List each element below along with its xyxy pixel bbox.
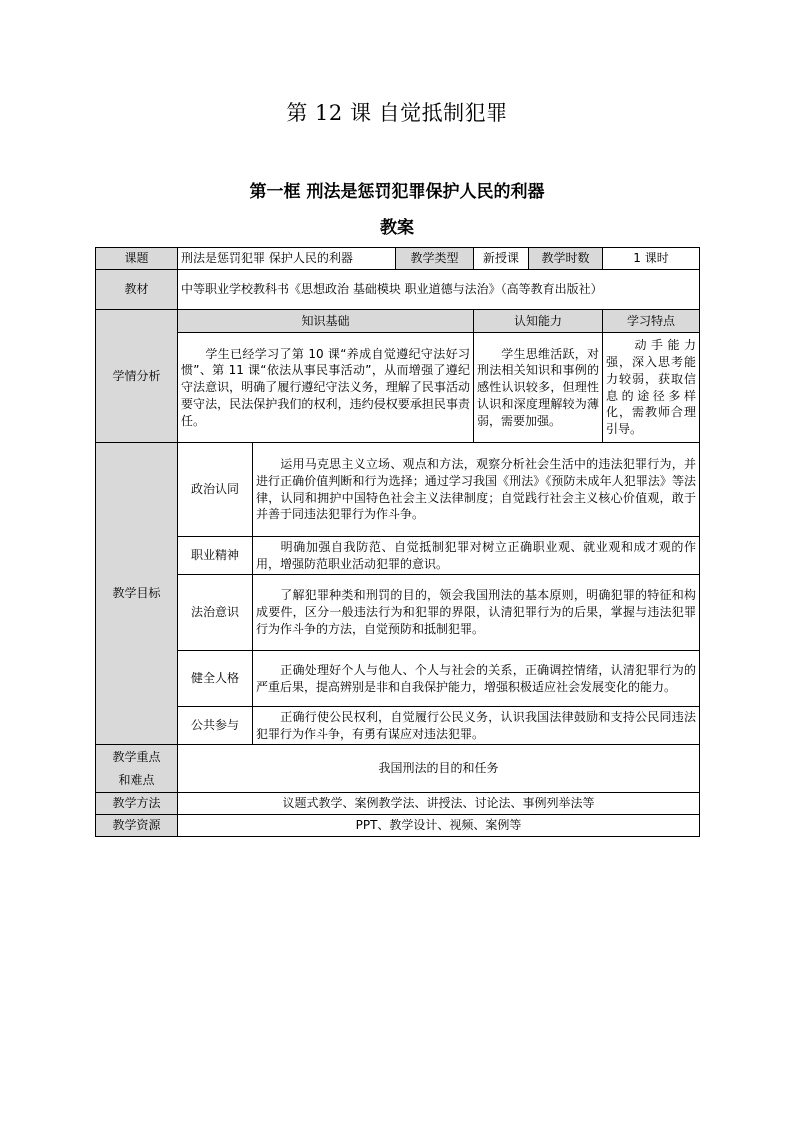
goal-text-5: 正确行使公民权利，自觉履行公民义务，认识我国法律鼓励和支持公民同违法犯罪行为作斗争，有勇有谋应对违法犯罪。 [253,707,700,745]
goal-name-4: 健全人格 [178,651,253,707]
goal-name-5: 公共参与 [178,707,253,745]
goal-row-3 [96,575,700,651]
methods-row [96,793,700,815]
analysis-content-row [96,333,700,443]
goal-name-3: 法治意识 [178,575,253,651]
resources-value: PPT、教学设计、视频、案例等 [178,815,700,837]
teaching-type-label: 教学类型 [396,248,474,270]
features-header: 学习特点 [603,310,700,333]
goal-row-2 [96,537,700,575]
methods-value: 议题式教学、案例教学法、讲授法、讨论法、事例列举法等 [178,793,700,815]
methods-label: 教学方法 [96,793,178,815]
knowledge-text: 学生已经学习了第 10 课“养成自觉遵纪守法好习惯”、第 11 课“依法从事民事活动”，从而增强了遵纪守法意识，明确了履行遵纪守法义务，理解了民事活动要守法，民法保护我们的权利，违约侵权要承担民事责任。 [178,333,474,443]
goal-text-2: 明确加强自我防范、自觉抵制犯罪对树立正确职业观、就业观和成才观的作用，增强防范职业活动犯罪的意识。 [253,537,700,575]
textbook-value: 中等职业学校教科书《思想政治 基础模块 职业道德与法治》（高等教育出版社） [178,270,700,310]
lesson-plan-table [95,247,700,837]
cognition-header: 认知能力 [474,310,603,333]
knowledge-header: 知识基础 [178,310,474,333]
topic-label: 课题 [96,248,178,270]
key-points-row [96,745,700,793]
resources-row [96,815,700,837]
teaching-hours-value: 1 课时 [603,248,700,270]
analysis-label: 学情分析 [96,310,178,443]
features-text: 动手能力强，深入思考能力较弱，获取信息的途径多样化，需教师合理引导。 [603,333,700,443]
key-points-label-line1: 教学重点 [112,749,161,764]
goal-row-5 [96,707,700,745]
teaching-hours-label: 教学时数 [529,248,603,270]
goal-text-4: 正确处理好个人与他人、个人与社会的关系，正确调控情绪，认清犯罪行为的严重后果，提高辨别是非和自我保护能力，增强积极适应社会发展变化的能力。 [253,651,700,707]
document-type: 教案 [380,218,414,238]
lesson-subtitle: 第一框 刑法是惩罚犯罪保护人民的利器 [249,182,545,202]
topic-value: 刑法是惩罚犯罪 保护人民的利器 [178,248,396,270]
topic-row [96,248,700,270]
goal-text-1: 运用马克思主义立场、观点和方法，观察分析社会生活中的违法犯罪行为，并进行正确价值判断和行为选择；通过学习我国《刑法》《预防未成年人犯罪法》等法律，认同和拥护中国特色社会主义法律制度；自觉践行社会主义核心价值观，敢于并善于同违法犯罪行为作斗争。 [253,443,700,537]
goal-row-4 [96,651,700,707]
page-title: 第 12 课 自觉抵制犯罪 [286,101,508,125]
resources-label: 教学资源 [96,815,178,837]
teaching-type-value: 新授课 [474,248,529,270]
key-points-label-line2: 和难点 [118,772,155,787]
goal-name-2: 职业精神 [178,537,253,575]
goals-label: 教学目标 [96,443,178,745]
key-points-label [96,745,178,793]
goal-row-1 [96,443,700,537]
cognition-text: 学生思维活跃，对刑法相关知识和事例的感性认识较多，但理性认识和深度理解较为薄弱，需要加强。 [474,333,603,443]
analysis-header-row [96,310,700,333]
textbook-label: 教材 [96,270,178,310]
goal-name-1: 政治认同 [178,443,253,537]
goal-text-3: 了解犯罪种类和刑罚的目的，领会我国刑法的基本原则，明确犯罪的特征和构成要件，区分一般违法行为和犯罪的界限，认清犯罪行为的后果，掌握与违法犯罪行为作斗争的方法，自觉预防和抵制犯罪。 [253,575,700,651]
key-points-value: 我国刑法的目的和任务 [178,745,700,793]
textbook-row [96,270,700,310]
